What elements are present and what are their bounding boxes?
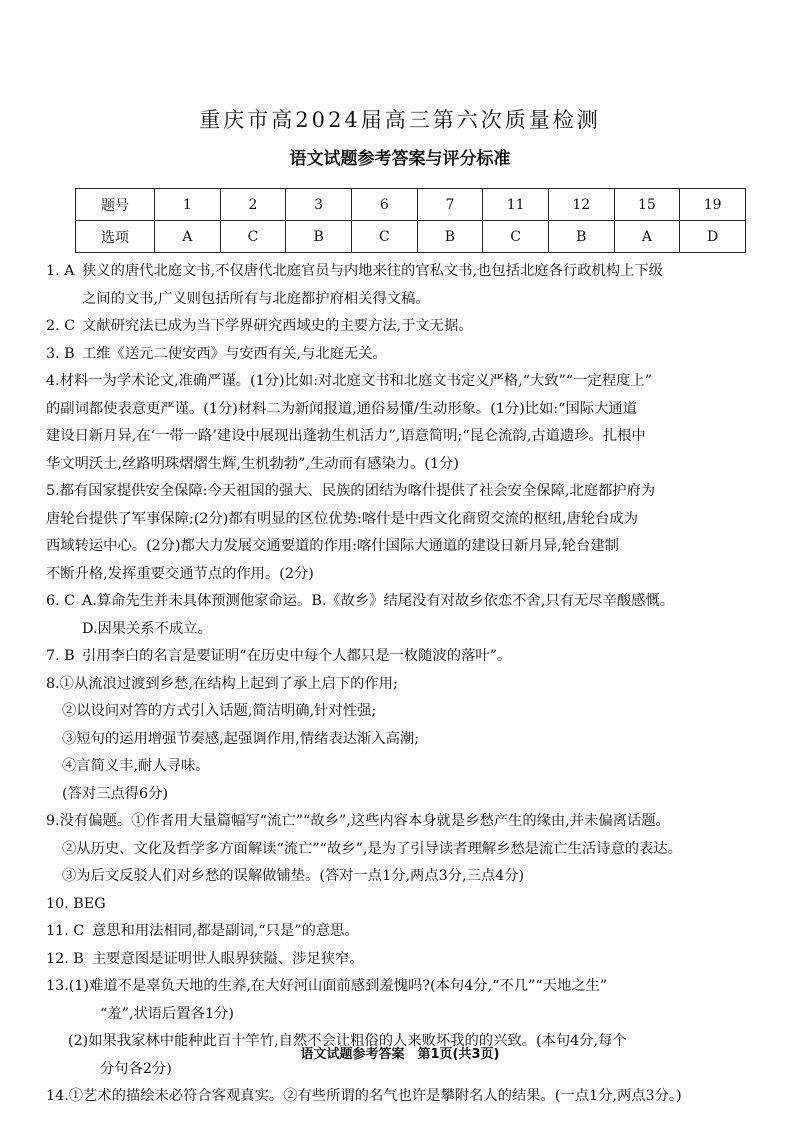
answer-item-2	[46, 313, 786, 341]
answer-item-5	[46, 478, 786, 588]
item-number: 1. A	[46, 263, 75, 279]
page-subtitle: 语文试题参考答案与评分标准	[289, 149, 511, 169]
item-line-text: (1)难道不是辜负天地的生养,在大好河山面前感到羞愧吗?(本句4分,“不几”“天地之生”	[68, 978, 608, 994]
item-line	[46, 891, 786, 919]
question-number-cell: 3	[286, 189, 352, 221]
item-line: “羞”,状语后置各1分)	[100, 1005, 234, 1022]
item-number: 10.	[46, 895, 69, 912]
item-line: 华文明沃土,丝路明珠熠熠生辉,生机勃勃”,生动而有感染力。(1分)	[46, 455, 459, 472]
item-line	[46, 368, 786, 396]
item-line: ③短句的运用增强节奏感,起强调作用,情绪表达渐入高潮;	[62, 730, 420, 747]
item-line: 的副词都使表意更严谨。(1分)材料二为新闻报道,通俗易懂/生动形象。(1分)比如:“国际大通道	[46, 400, 637, 417]
answer-item-7	[46, 643, 786, 671]
item-number: 9.	[46, 813, 60, 829]
option-cell: C	[220, 221, 286, 253]
item-line-text: 材料一为学术论文,准确严谨。(1分)比如:对北庭文书和北庭文书定义严格,“大致”“一定程度上”	[59, 373, 653, 389]
option-cell: A	[155, 221, 221, 253]
question-number-cell: 12	[548, 189, 614, 221]
question-number-cell: 1	[155, 189, 221, 221]
item-line: 工维《送元二使安西》与安西有关,与北庭无关。	[82, 345, 387, 362]
option-cell: C	[351, 221, 417, 253]
answer-table	[75, 188, 746, 253]
item-line: 唐轮台提供了军事保障;(2分)都有明显的区位优势:喀什是中西文化商贸交流的枢纽,唐轮台成为	[46, 510, 639, 527]
item-line	[46, 808, 786, 836]
item-line-text: ①从流浪过渡到乡愁,在结构上起到了承上启下的作用;	[59, 675, 398, 692]
item-number: 5.	[46, 483, 60, 499]
item-line: 狭义的唐代北庭文书,不仅唐代北庭官员与内地来往的官私文书,也包括北庭各行政机构上下级	[82, 263, 663, 279]
page-title: 重庆市高2024届高三第六次质量检测	[199, 108, 601, 132]
option-cell: B	[417, 221, 483, 253]
item-line	[46, 671, 786, 699]
answer-item-6	[46, 588, 786, 643]
item-line: 西域转运中心。(2分)都大力发展交通要道的作用:喀什国际大通道的建设日新月异,轮台建制	[46, 538, 619, 554]
answer-item-11	[46, 918, 786, 946]
item-line: ③为后文反驳人们对乡愁的误解做铺垫。(答对一点1分,两点3分,三点4分)	[62, 868, 525, 884]
item-line-text: BEG	[73, 895, 106, 912]
question-number-label: 题号	[76, 189, 155, 221]
item-line	[46, 1083, 786, 1111]
item-number: 12. B	[46, 950, 84, 967]
answer-item-9	[46, 808, 786, 891]
item-number: 8.	[46, 675, 60, 692]
item-line: 意思和用法相同,都是副词,“只是”的意思。	[92, 923, 359, 939]
item-line: 之间的文书,广义则包括所有与北庭都护府相关得文稿。	[82, 290, 430, 307]
item-line-text: 没有偏题。①作者用大量篇幅写“流亡”“故乡”,这些内容本身就是乡愁产生的缘由,并未偏离话题。	[59, 813, 670, 829]
item-number: 4.	[46, 373, 60, 389]
answer-item-1	[46, 258, 786, 313]
item-line: 不断升格,发挥重要交通节点的作用。(2分)	[46, 565, 314, 582]
item-line: (2)如果我家林中能种此百十竿竹,自然不会让粗俗的人来败坏我的的兴致。(本句4分,每个	[68, 1033, 627, 1049]
option-cell: B	[548, 221, 614, 253]
item-line	[46, 973, 786, 1001]
question-number-row	[76, 189, 746, 221]
item-line: 文献研究法已成为当下学界研究西域史的主要方法,于文无据。	[82, 318, 473, 334]
item-line: A.算命先生并未具体预测他家命运。B.《故乡》结尾没有对故乡依恋不舍,只有无尽辛酸感慨。	[82, 593, 675, 609]
item-line-text: ①艺术的描绘未必符合客观真实。②有些所谓的名气也许是攀附名人的结果。(一点1分,两点3分。)	[68, 1088, 682, 1104]
item-number: 7. B	[46, 648, 75, 664]
question-number-cell: 2	[220, 189, 286, 221]
item-line-text: 都有国家提供安全保障:今天祖国的强大、民族的团结为喀什提供了社会安全保障,北庭都护府为	[59, 483, 656, 499]
answer-item-12	[46, 946, 786, 974]
item-number: 14.	[46, 1088, 69, 1104]
item-line: ②从历史、文化及哲学多方面解读“流亡”“故乡”,是为了引导读者理解乡愁是流亡生活诗意的表达。	[62, 840, 682, 857]
item-line: 分句各2分)	[100, 1060, 172, 1077]
answer-item-8	[46, 671, 786, 809]
item-line: 主要意图是证明世人眼界狭隘、涉足狭窄。	[92, 950, 364, 967]
item-line	[46, 478, 786, 506]
item-line: D.因果关系不成立。	[82, 620, 212, 637]
question-number-cell: 11	[483, 189, 549, 221]
answer-item-3	[46, 341, 786, 369]
item-number: 11. C	[46, 923, 85, 939]
item-line: (答对三点得6分)	[62, 785, 169, 802]
option-row	[76, 221, 746, 253]
item-number: 6. C	[46, 593, 76, 609]
question-number-cell: 15	[614, 189, 680, 221]
item-number: 2. C	[46, 318, 76, 334]
page-footer: 语文试题参考答案 第1页(共3页)	[300, 1047, 500, 1062]
item-line: 建设日新月异,在‘一带一路’建设中展现出蓬勃生机活力”,语意简明;“昆仑流韵,古道遗珍。扎根中	[46, 428, 646, 444]
option-cell: A	[614, 221, 680, 253]
option-cell: D	[680, 221, 746, 253]
question-number-cell: 7	[417, 189, 483, 221]
question-number-cell: 6	[351, 189, 417, 221]
item-line: 引用李白的名言是要证明“在历史中每个人都只是一枚随波的落叶”。	[82, 648, 512, 664]
answer-item-10	[46, 891, 786, 919]
item-line: ④言简义丰,耐人寻味。	[62, 758, 210, 774]
question-number-cell: 19	[680, 189, 746, 221]
answer-item-13	[46, 973, 786, 1028]
item-number: 3. B	[46, 345, 75, 362]
answer-item-4	[46, 368, 786, 478]
option-cell: C	[483, 221, 549, 253]
item-number: 13.	[46, 978, 69, 994]
option-cell: B	[286, 221, 352, 253]
answer-explanations	[46, 258, 786, 1111]
item-line: ②以设问对答的方式引入话题,简洁明确,针对性强;	[62, 703, 377, 719]
answer-item-14	[46, 1083, 786, 1111]
option-label: 选项	[76, 221, 155, 253]
